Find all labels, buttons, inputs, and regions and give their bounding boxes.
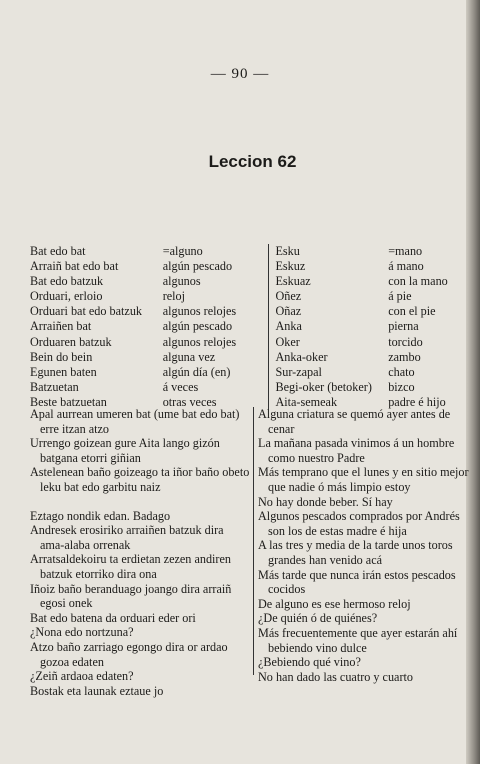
- spanish-sentence: La mañana pasada vinimos á un hombre como nuestro Padre: [258, 436, 455, 465]
- spanish-sentence: De alguno es ese hermoso reloj: [258, 596, 411, 611]
- vocab-row: [30, 350, 470, 365]
- basque-sentence: Atzo baño zarriago egongo dira or ardao gozoa edaten: [30, 639, 228, 669]
- vocab-row: [30, 289, 470, 304]
- spacer: [30, 495, 250, 509]
- basque-sentence: Urrengo goizean gure Aita lango gizón batgana etorri giñian: [30, 436, 220, 465]
- spanish-term: algunos relojes: [162, 304, 237, 319]
- vocab-row: [30, 259, 470, 274]
- basque-sentences: [30, 407, 250, 698]
- basque-term: Arraiñen bat: [30, 319, 92, 334]
- vocab-row: [30, 335, 470, 350]
- vocab-row: [30, 380, 470, 395]
- spanish-term: chato: [388, 364, 415, 379]
- basque-term: Esku: [275, 244, 300, 258]
- basque-term: Batzuetan: [30, 379, 79, 394]
- basque-sentence: Eztago nondik edan. Badago: [30, 508, 171, 523]
- spanish-term: =alguno: [162, 244, 203, 258]
- basque-term: Oñaz: [275, 304, 302, 319]
- vocab-row: [30, 244, 470, 259]
- spanish-term: algunos: [162, 274, 201, 289]
- basque-term: Orduari, erloio: [30, 289, 103, 304]
- spanish-term: zambo: [388, 349, 421, 364]
- basque-term: Eskuaz: [275, 274, 311, 289]
- spanish-sentence: Más temprano que el lunes y en sitio mejor que nadie ó más limpio estoy: [258, 465, 469, 494]
- basque-sentence: Bostak eta launak eztaue jo: [30, 683, 164, 698]
- spanish-term: á pie: [388, 289, 412, 304]
- spanish-term: algún pescado: [162, 319, 233, 334]
- spanish-term: pierna: [388, 319, 419, 334]
- spanish-term: otras veces: [162, 394, 217, 409]
- spanish-term: con la mano: [388, 274, 448, 289]
- spanish-term: bizco: [388, 379, 415, 394]
- spanish-sentences: [258, 407, 470, 684]
- basque-term: Bat edo bat: [30, 244, 86, 258]
- basque-term: Arraiñ bat edo bat: [30, 259, 119, 274]
- vocab-row: [30, 304, 470, 319]
- column-divider: [268, 350, 272, 365]
- basque-term: Orduari bat edo batzuk: [30, 304, 143, 319]
- spanish-sentence: Más tarde que nunca irán estos pescados cocidos: [258, 567, 456, 597]
- page-number: — 90 —: [210, 66, 270, 82]
- spanish-sentence: A las tres y media de la tarde unos toros grandes han venido acá: [258, 538, 453, 567]
- column-divider: [268, 259, 272, 274]
- column-divider: [268, 304, 272, 319]
- basque-sentence: Andresek erosiriko arraiñen batzuk dira ama-alaba orrenak: [30, 523, 224, 552]
- spanish-term: algún día (en): [162, 364, 231, 379]
- basque-term: Bat edo batzuk: [30, 274, 104, 289]
- basque-term: Sur-zapal: [275, 364, 322, 379]
- spanish-term: =mano: [388, 244, 423, 258]
- spanish-term: alguna vez: [162, 349, 216, 364]
- basque-sentence: Astelenean baño goizeago ta iñor baño obeto leku bat edo garbitu naiz: [30, 465, 250, 494]
- vocab-row: [30, 319, 470, 334]
- basque-term: Egunen baten: [30, 364, 97, 379]
- basque-term: Aita-semeak: [275, 394, 338, 409]
- spanish-term: á veces: [162, 379, 199, 394]
- vocab-row: [30, 274, 470, 289]
- basque-sentence: Iñoiz baño beranduago joango dira arraiñ egosi onek: [30, 581, 232, 611]
- column-divider: [268, 274, 272, 289]
- column-divider: [268, 244, 272, 259]
- column-divider: [268, 335, 272, 350]
- spanish-sentence: Alguna criatura se quemó ayer antes de cenar: [258, 407, 451, 436]
- basque-term: Beste batzuetan: [30, 394, 107, 409]
- column-divider: [268, 289, 272, 304]
- basque-sentence: ¿Zeiñ ardaoa edaten?: [30, 669, 134, 684]
- basque-sentence: ¿Nona edo nortzuna?: [30, 625, 134, 640]
- column-divider: [268, 319, 272, 334]
- spanish-term: á mano: [388, 259, 424, 274]
- spanish-term: algún pescado: [162, 259, 233, 274]
- spanish-term: con el pie: [388, 304, 436, 319]
- basque-term: Anka-oker: [275, 349, 328, 364]
- basque-term: Begi-oker (betoker): [275, 379, 372, 394]
- basque-sentence: Bat edo batena da orduari eder ori: [30, 610, 196, 625]
- basque-term: Anka: [275, 319, 302, 334]
- basque-term: Oker: [275, 334, 300, 349]
- column-divider: [253, 407, 254, 675]
- spanish-sentence: ¿De quién ó de quiénes?: [258, 611, 378, 626]
- vocabulary-list: [30, 244, 470, 410]
- spanish-sentence: No han dado las cuatro y cuarto: [258, 669, 413, 684]
- spanish-term: padre é hijo: [388, 394, 446, 409]
- column-divider: [268, 365, 272, 380]
- basque-term: Bein do bein: [30, 349, 93, 364]
- spanish-sentence: ¿Bebiendo qué vino?: [258, 655, 361, 670]
- basque-term: Oñez: [275, 289, 302, 304]
- basque-term: Orduaren batzuk: [30, 334, 112, 349]
- spanish-sentence: Más frecuentemente que ayer estarán ahí bebiendo vino dulce: [258, 625, 458, 655]
- spanish-term: torcido: [388, 334, 423, 349]
- column-divider: [268, 380, 272, 395]
- spanish-sentence: No hay donde beber. Sí hay: [258, 494, 393, 509]
- spanish-term: algunos relojes: [162, 334, 237, 349]
- spanish-term: reloj: [162, 289, 186, 304]
- lesson-title: Leccion 62: [208, 152, 297, 171]
- spanish-sentence: Algunos pescados comprados por Andrés son los de estas madre é hija: [258, 509, 460, 538]
- vocab-row: [30, 365, 470, 380]
- basque-sentence: Arratsaldekoiru ta erdietan zezen andiren batzuk etorriko dira ona: [30, 552, 231, 581]
- basque-sentence: Apal aurrean umeren bat (ume bat edo bat) erre itzan atzo: [30, 407, 240, 436]
- basque-term: Eskuz: [275, 259, 306, 274]
